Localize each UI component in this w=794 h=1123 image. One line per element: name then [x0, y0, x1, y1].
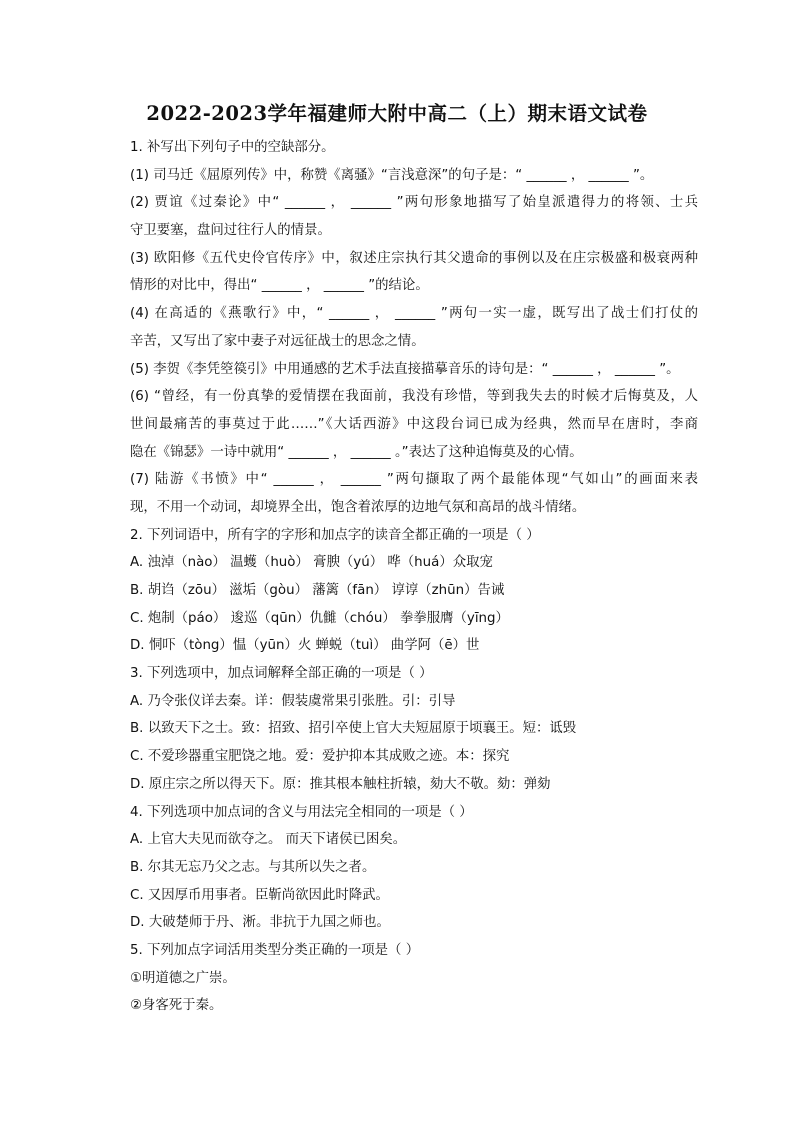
- text-line: D. 恫吓（tòng）愠（yūn）火 蝉蜕（tuì） 曲学阿（ē）世: [130, 638, 480, 654]
- text-line: 4. 下列选项中加点词的含义与用法完全相同的一项是（ ）: [130, 804, 473, 820]
- text-line: 世间最痛苦的事莫过于此……”《大话西游》中这段台词已成为经典，然而早在唐时，李商: [130, 416, 698, 432]
- text-line: 守卫要塞，盘问过往行人的情景。: [130, 223, 331, 239]
- text-line: C. 不爱珍器重宝肥饶之地。爱：爱护抑本其成败之迹。本：探究: [130, 749, 510, 765]
- text-line: C. 又因厚币用事者。臣靳尚欲因此时降武。: [130, 887, 389, 903]
- page-title: 2022-2023学年福建师大附中高二（上）期末语文试卷: [146, 102, 648, 125]
- text-line: (2) 贾谊《过秦论》中“ ______ ， ______ ”两句形象地描写了始皇派遣得力的将领、士兵: [130, 195, 698, 211]
- text-line: (1) 司马迁《屈原列传》中，称赞《离骚》“言浅意深”的句子是：“ ______ ， ______ ”。: [130, 167, 654, 183]
- text-line: 隐在《锦瑟》一诗中就用“ ______ ， ______ 。”表达了这种追悔莫及的心情。: [130, 444, 583, 460]
- text-line: (3) 欧阳修《五代史伶官传序》中，叙述庄宗执行其父遗命的事例以及在庄宗极盛和极衰两种: [130, 250, 698, 266]
- text-line: D. 大破楚师于丹、淅。非抗于九国之师也。: [130, 915, 390, 931]
- text-line: A. 浊淖（nào） 温蠖（huò） 膏腴（yú） 哗（huá）众取宠: [130, 555, 493, 571]
- text-line: (6) “曾经，有一份真挚的爱情摆在我面前，我没有珍惜，等到我失去的时候才后悔莫及，人: [130, 389, 698, 405]
- text-line: 现，不用一个动词，却境界全出，饱含着浓厚的边地气氛和高昂的战斗情绪。: [130, 499, 586, 515]
- text-line: (4) 在高适的《燕歌行》中，“ ______ ， ______ ”两句一实一虚，既写出了战士们打仗的: [130, 306, 698, 322]
- text-line: B. 尔其无忘乃父之志。与其所以失之者。: [130, 859, 376, 875]
- text-line: 1. 补写出下列句子中的空缺部分。: [130, 140, 335, 155]
- text-line: 辛苦，又写出了家中妻子对远征战士的思念之情。: [130, 333, 425, 349]
- document-body: [130, 134, 698, 1020]
- text-line: D. 原庄宗之所以得天下。原：推其根本触柱折辕，劾大不敬。劾：弹劾: [130, 776, 551, 792]
- text-line: B. 以致天下之士。致：招致、招引卒使上官大夫短屈原于顷襄王。短：诋毁: [130, 721, 577, 737]
- text-line: A. 乃令张仪详去秦。详：假装虞常果引张胜。引：引导: [130, 693, 456, 709]
- text-line: (5) 李贺《李凭箜篌引》中用通感的艺术手法直接描摹音乐的诗句是：“ ______ ， ______ ”。: [130, 361, 680, 377]
- text-line: 3. 下列选项中，加点词解释全部正确的一项是（ ）: [130, 666, 433, 682]
- text-line: B. 胡诌（zōu） 滋垢（gòu） 藩篱（fān） 谆谆（zhūn）告诫: [130, 583, 505, 598]
- text-line: (7) 陆游《书愤》中“ ______ ， ______ ”两句撷取了两个最能体现“气如山”的画面来表: [130, 472, 698, 488]
- text-line: ②身客死于秦。: [130, 998, 223, 1014]
- text-line: A. 上官大夫见而欲夺之。 而天下诸侯已困矣。: [130, 832, 407, 848]
- text-line: ①明道德之广崇。: [130, 970, 236, 986]
- text-line: 2. 下列词语中，所有字的字形和加点字的读音全都正确的一项是（ ）: [130, 527, 540, 543]
- text-line: 5. 下列加点字词活用类型分类正确的一项是（ ）: [130, 942, 420, 958]
- text-line: C. 炮制（páo） 逡巡（qūn）仇雠（chóu） 拳拳服膺（yīng）: [130, 610, 509, 626]
- text-line: 情形的对比中，得出“ ______ ， ______ ”的结论。: [130, 278, 429, 294]
